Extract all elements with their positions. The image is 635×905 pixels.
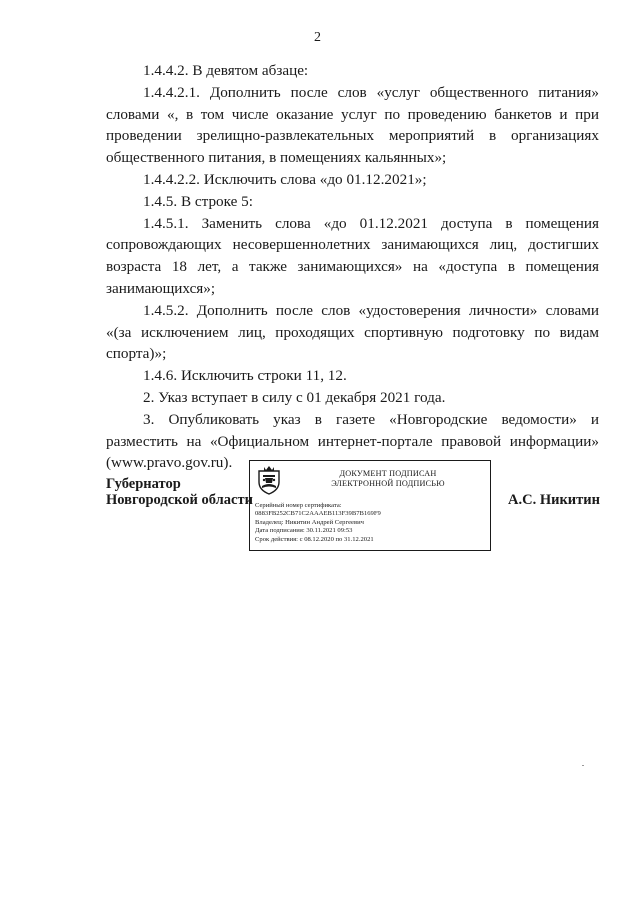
- document-body: [106, 60, 599, 474]
- paragraph: 3. Опубликовать указ в газете «Новгородские ведомости» и разместить на «Официальном интернет-портале правовой информации» (www.pravo.gov.ru).: [106, 410, 599, 472]
- validity: Срок действия: с 08.12.2020 по 31.12.2021: [255, 535, 374, 543]
- paragraph: 1.4.5.2. Дополнить после слов «удостоверения личности» словами «(за исключением лиц, проходящих спортивную подготовку по видам спорта)»;: [106, 301, 599, 363]
- stamp-title-line: ЭЛЕКТРОННОЙ ПОДПИСЬЮ: [331, 479, 445, 488]
- page-number: 2: [314, 30, 321, 45]
- position-line: Губернатор: [106, 476, 181, 492]
- serial-number: 0883FB252CB71C2AAAEB113F39B7B169F9: [255, 510, 381, 518]
- paragraph: 1.4.4.2.1. Дополнить после слов «услуг общественного питания» словами «, в том числе оказание услуг по проведению банкетов и при проведении зрелищно-развлекательных мероприятий в организациях общественного питания, в помещениях кальянных»;: [106, 83, 599, 167]
- stamp-title-line: ДОКУМЕНТ ПОДПИСАН: [339, 469, 437, 478]
- stamp-title: [290, 469, 486, 489]
- serial-label: Серийный номер сертификата:: [255, 502, 342, 509]
- paragraph: 1.4.5. В строке 5:: [143, 192, 253, 210]
- paragraph: 1.4.4.2. В девятом абзаце:: [143, 62, 309, 79]
- signatory-name: А.С. Никитин: [508, 492, 600, 508]
- coat-of-arms-icon: [256, 465, 282, 495]
- signed-date: Дата подписания: 30.11.2021 09:53: [255, 527, 353, 535]
- electronic-signature-stamp: [249, 460, 491, 551]
- owner: Владелец: Никитин Андрей Сергеевич: [255, 518, 364, 526]
- signatory-position: [106, 476, 253, 508]
- stamp-fields: [255, 502, 487, 544]
- scan-artifact: [582, 765, 584, 766]
- paragraph: 2. Указ вступает в силу с 01 декабря 2021 года.: [143, 388, 446, 406]
- position-line: Новгородской области: [106, 492, 253, 508]
- paragraph: 1.4.6. Исключить строки 11, 12.: [143, 367, 347, 385]
- paragraph: 1.4.4.2.2. Исключить слова «до 01.12.2021»;: [143, 170, 427, 188]
- paragraph: 1.4.5.1. Заменить слова «до 01.12.2021 доступа в помещения сопровождающих несовершеннолетних занимающихся лиц, достигших возраста 18 лет, а также занимающихся» на «доступа в помещения занимающихся»;: [106, 214, 599, 297]
